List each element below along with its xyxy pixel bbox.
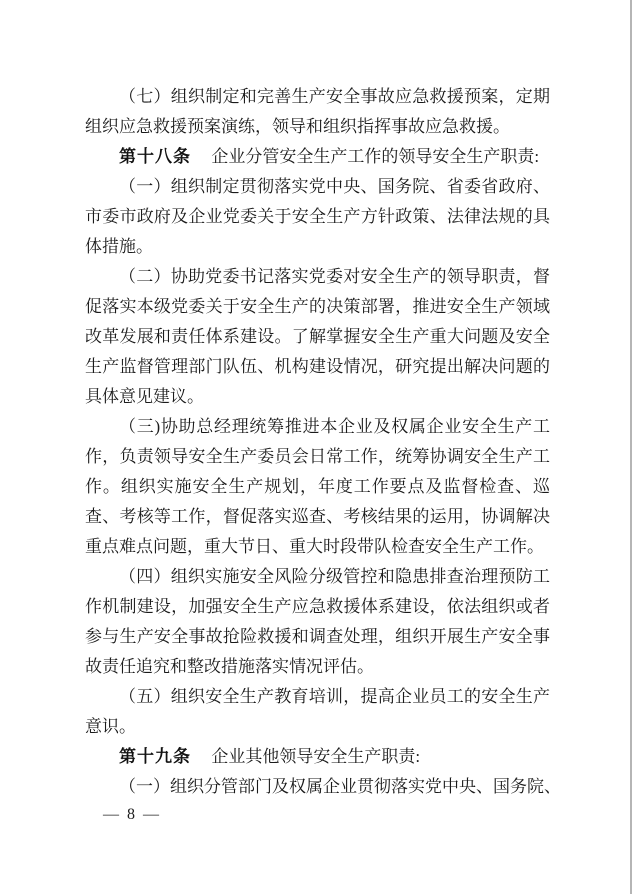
- article-18-title: 企业分管安全生产工作的领导安全生产职责:: [211, 147, 540, 166]
- article-19-item-1: （一）组织分管部门及权属企业贯彻落实党中央、国务院、: [119, 777, 561, 796]
- article-18-item-1: （一）组织制定贯彻落实党中央、国务院、省委省政府、市委市政府及企业党委关于安全生产方针政策、法律法规的具体措施。: [85, 177, 550, 256]
- article-18-number: 第十八条: [119, 147, 191, 166]
- article-19-title: 企业其他领导安全生产职责:: [211, 747, 421, 766]
- page-edge-line: [630, 0, 632, 894]
- article-19-heading: [85, 742, 550, 772]
- article-19-number: 第十九条: [119, 747, 191, 766]
- article-18-item-4: （四）组织实施安全风险分级管控和隐患排查治理预防工作机制建设，加强安全生产应急救援体系建设，依法组织或者参与生产安全事故抢险救援和调查处理，组织开展生产安全事故责任追究和整改措施落实情况评估。: [85, 567, 550, 676]
- paragraph-item-7: （七）组织制定和完善生产安全事故应急救援预案，定期组织应急救援预案演练，领导和组织指挥事故应急救援。: [85, 87, 550, 136]
- article-18-item-3: （三)协助总经理统筹推进本企业及权属企业安全生产工作，负责领导安全生产委员会日常工作，统筹协调安全生产工作。组织实施安全生产规划，年度工作要点及监督检查、巡查、考核等工作，督促落实巡查、考核结果的运用，协调解决重点难点问题，重大节日、重大时段带队检查安全生产工作。: [85, 417, 550, 556]
- document-body: [85, 82, 561, 802]
- article-18-heading: [85, 142, 550, 172]
- article-18-item-5: （五）组织安全生产教育培训，提高企业员工的安全生产意识。: [85, 687, 550, 736]
- article-18-item-2: （二）协助党委书记落实党委对安全生产的领导职责，督促落实本级党委关于安全生产的决策部署，推进安全生产领域改革发展和责任体系建设。了解掌握安全生产重大问题及安全生产监督管理部门队伍、机构建设情况，研究提出解决问题的具体意见建议。: [85, 267, 550, 406]
- page-number: — 8 —: [103, 806, 161, 823]
